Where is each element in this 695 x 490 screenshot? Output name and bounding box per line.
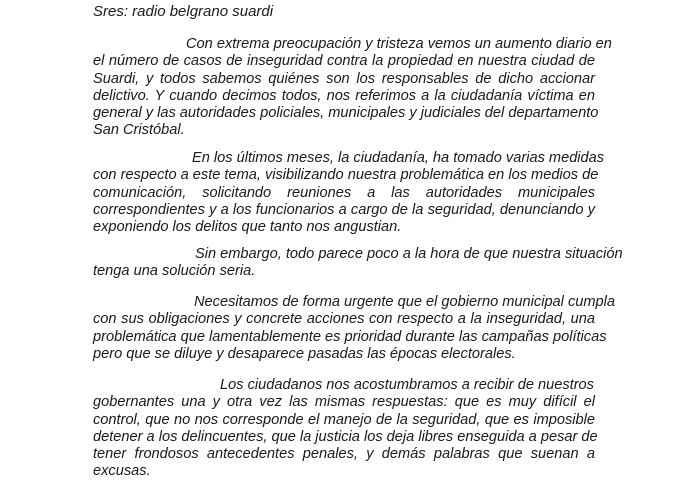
paragraph-line: gobernantes una y otra vez las mismas respuestas: que es muy difícil el	[93, 394, 595, 411]
paragraph-line: exponiendo los delitos que tanto nos angustian.	[93, 219, 402, 236]
paragraph-line: Necesitamos de forma urgente que el gobierno municipal cumpla	[194, 294, 616, 310]
letter-paragraph-5	[93, 377, 598, 481]
paragraph-line: Los ciudadanos nos acostumbramos a recibir de nuestros	[220, 377, 594, 393]
paragraph-line: Con extrema preocupación y tristeza vemos un aumento diario en	[186, 36, 612, 52]
paragraph-line: comunicación, solicitando reuniones a las autoridades municipales	[93, 184, 595, 201]
paragraph-line: pero que se diluye y desaparece pasadas las épocas electorales.	[93, 345, 516, 362]
paragraph-line: el número de casos de inseguridad contra la propiedad en nuestra ciudad de	[93, 53, 595, 70]
paragraph-line: tenga una solución seria.	[93, 263, 256, 280]
letter-paragraph-2	[93, 150, 605, 236]
paragraph-line: Sin embargo, todo parece poco a la hora de que nuestra situación	[195, 246, 623, 262]
letter-paragraph-3	[93, 246, 623, 281]
paragraph-line: En los últimos meses, la ciudadanía, ha tomado varias medidas	[192, 150, 605, 166]
paragraph-line: problemática que lamentablemente es prioridad durante las campañas políticas	[93, 328, 607, 345]
paragraph-line: con respecto a este tema, visibilizando nuestra problemática en los medios de	[93, 167, 599, 184]
paragraph-line: San Cristóbal.	[93, 122, 185, 139]
letter-paragraph-4	[93, 294, 616, 363]
letter-paragraph-1	[93, 36, 612, 140]
paragraph-line: general y las autoridades policiales, municipales y judiciales del departamento	[93, 105, 599, 122]
paragraph-line: Suardi, y todos sabemos quiénes son los responsables de dicho accionar	[93, 70, 595, 87]
paragraph-line: tener frondosos antecedentes penales, y demás palabras que suenan a	[93, 446, 595, 463]
paragraph-line: correspondientes y a los funcionarios a cargo de la seguridad, denunciando y	[93, 201, 595, 218]
paragraph-line: detener a los delincuentes, que la justicia los deja libres enseguida a pesar de	[93, 428, 598, 445]
paragraph-line: excusas.	[93, 463, 151, 480]
paragraph-line: delictivo. Y cuando decimos todos, nos referimos a la ciudadanía víctima en	[93, 87, 595, 104]
paragraph-line: control, que no nos corresponde el manejo de la seguridad, que es imposible	[93, 411, 595, 428]
letter-greeting: Sres: radio belgrano suardi	[93, 3, 274, 20]
paragraph-line: con sus obligaciones y concrete acciones con respecto a la inseguridad, una	[93, 311, 595, 328]
